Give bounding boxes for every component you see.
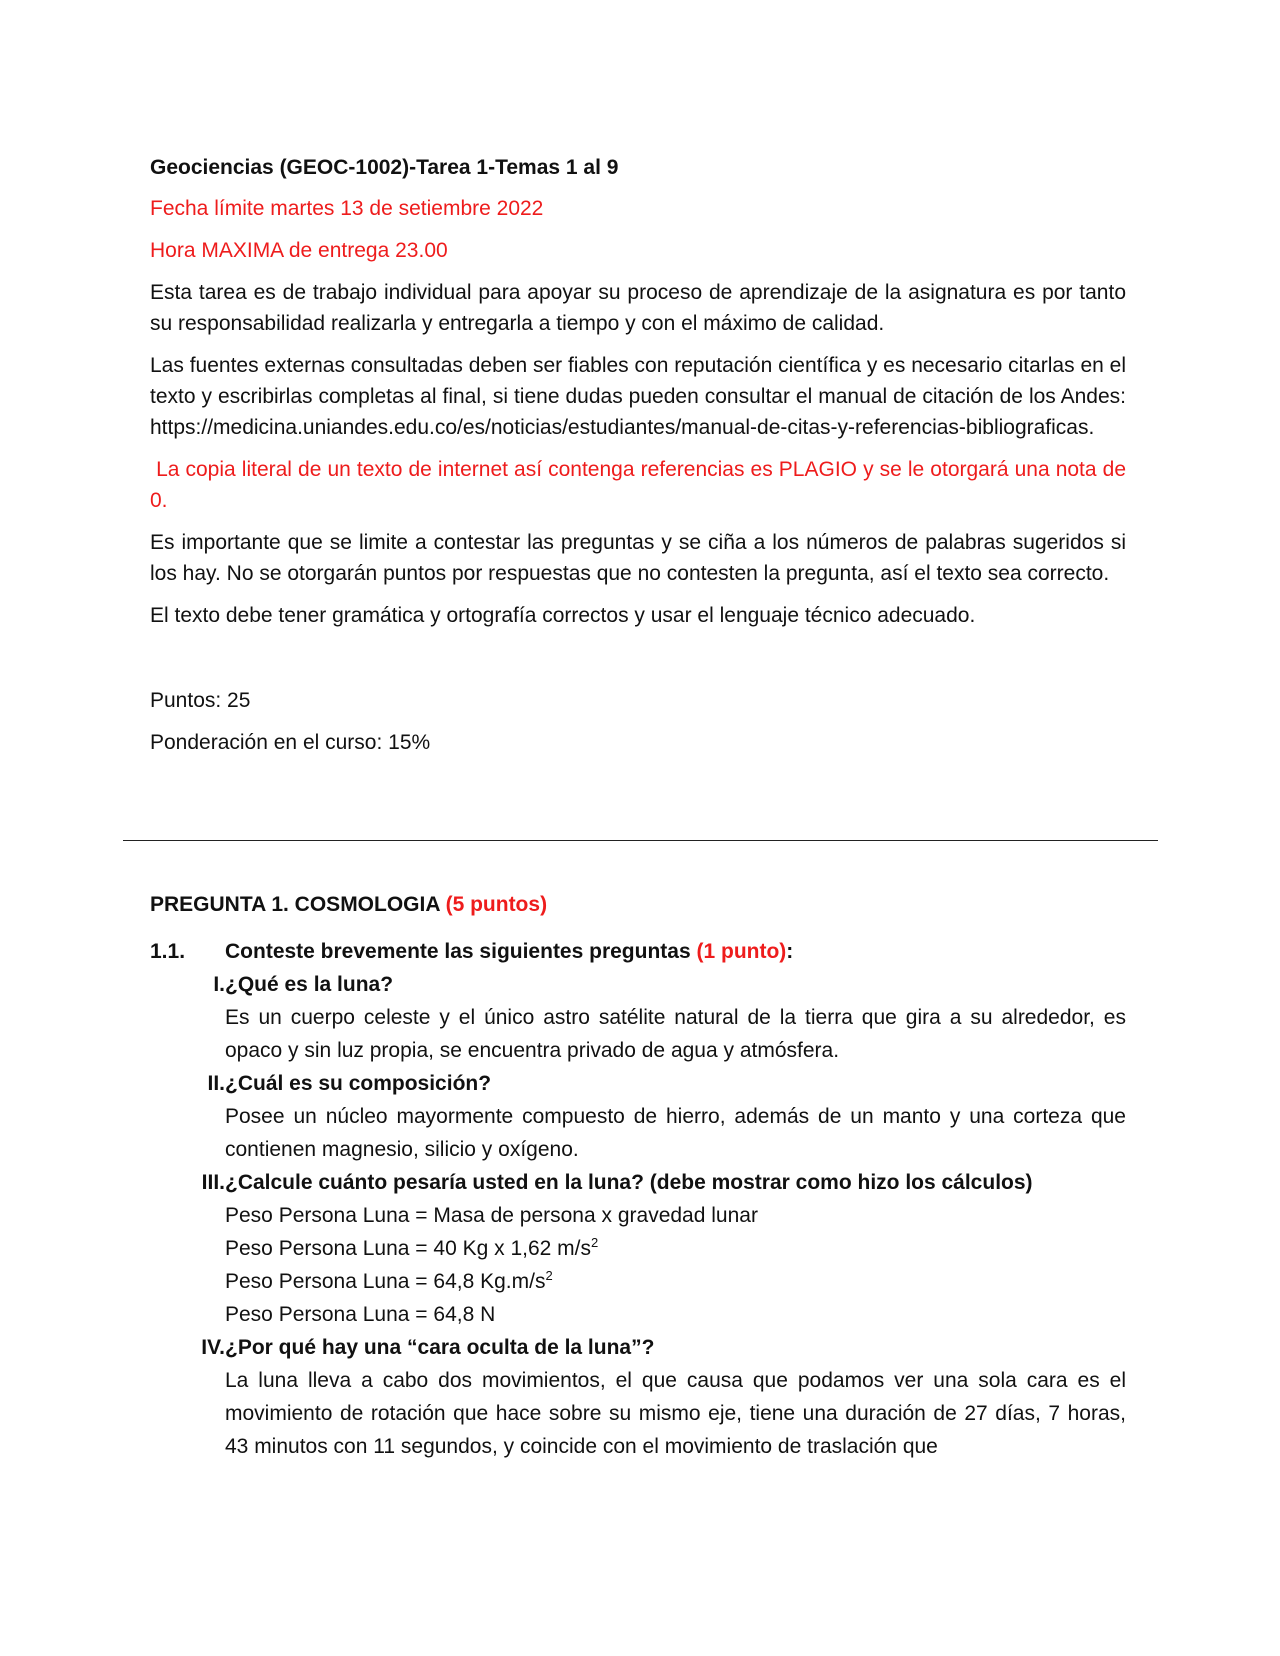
points-text: Puntos: 25	[150, 689, 251, 712]
item-question: ¿Calcule cuánto pesaría usted en la luna? (debe mostrar como hizo los cálculos)	[225, 1171, 1033, 1194]
calc-line-1: Peso Persona Luna = Masa de persona x gravedad lunar	[225, 1204, 758, 1227]
plagiarism-warning: La copia literal de un texto de internet así contenga referencias es PLAGIO y se le otorgará una nota de 0.	[150, 458, 1132, 512]
weight-text: Ponderación en el curso: 15%	[150, 731, 431, 754]
item-numeral: II.	[207, 1072, 225, 1095]
list-item	[150, 1331, 1126, 1463]
document-title: Geociencias (GEOC-1002)-Tarea 1-Temas 1 al 9	[150, 156, 619, 179]
item-question: ¿Por qué hay una “cara oculta de la luna”?	[225, 1336, 655, 1359]
item-numeral: III.	[201, 1171, 225, 1194]
section-divider	[123, 840, 1158, 841]
calc-line-2: Peso Persona Luna = 40 Kg x 1,62 $m/s^2$	[225, 1235, 599, 1260]
list-item	[150, 1067, 1126, 1166]
max-time-text: Hora MAXIMA de entrega 23.00	[150, 239, 448, 262]
item-answer: Es un cuerpo celeste y el único astro satélite natural de la tierra que gira a su alrededor, es opaco y sin luz propia, se encuentra privado de agua y atmósfera.	[225, 1006, 1126, 1062]
assignment-header	[150, 152, 1132, 769]
question-1-title: PREGUNTA 1. COSMOLOGIA (5 puntos)	[150, 893, 548, 916]
subquestion-1-1: 1.1. Conteste brevemente las siguientes preguntas (1 punto):	[150, 935, 1126, 968]
item-question: ¿Cuál es su composición?	[225, 1072, 492, 1095]
list-item	[150, 1166, 1126, 1331]
exponent: 2	[590, 1235, 599, 1250]
subquestion-text: Conteste brevemente las siguientes preguntas	[225, 940, 691, 963]
intro-paragraph-4: El texto debe tener gramática y ortografía correctos y usar el lenguaje técnico adecuado.	[150, 604, 976, 627]
item-numeral: IV.	[201, 1336, 225, 1359]
subquestion-number: 1.1.	[150, 940, 186, 963]
question-1-points: (5 puntos)	[445, 893, 548, 916]
intro-paragraph-1: Esta tarea es de trabajo individual para apoyar su proceso de aprendizaje de la asignatura es por tanto su responsabilidad realizarla y entregarla a tiempo y con el máximo de calidad.	[150, 281, 1126, 335]
item-numeral: I.	[213, 973, 225, 996]
calc-line-4: Peso Persona Luna = 64,8 N	[225, 1303, 496, 1326]
exponent: 2	[545, 1268, 553, 1283]
list-item	[150, 968, 1126, 1067]
deadline-text: Fecha límite martes 13 de setiembre 2022	[150, 197, 544, 220]
item-question: ¿Qué es la luna?	[225, 973, 394, 996]
intro-paragraph-2: Las fuentes externas consultadas deben ser fiables con reputación científica y es necesario citarlas en el texto y escribirlas completas al final, si tiene dudas pueden consultar el manual de citación de los Andes: https://medicina.uniandes.edu.co/es/noticias/estudiantes/manual-de-citas-y-referencias-bibliograficas.	[150, 354, 1126, 439]
item-answer: Posee un núcleo mayormente compuesto de hierro, además de un manto y una corteza que contienen magnesio, silicio y oxígeno.	[225, 1105, 1126, 1161]
item-answer: La luna lleva a cabo dos movimientos, el que causa que podamos ver una sola cara es el movimiento de rotación que hace sobre su mismo eje, tiene una duración de 27 días, 7 horas, 43 minutos con 11 segundos, y coincide con el movimiento de traslación que	[225, 1369, 1126, 1458]
calc-line-3: Peso Persona Luna = 64,8 $Kg.m/s^2$	[225, 1268, 553, 1293]
subquestion-points: (1 punto)	[696, 940, 787, 963]
intro-paragraph-3: Es importante que se limite a contestar las preguntas y se ciña a los números de palabras sugeridos si los hay. No se otorgarán puntos por respuestas que no contesten la pregunta, así el texto sea correcto.	[150, 531, 1126, 585]
question-1-section	[150, 888, 1126, 1463]
